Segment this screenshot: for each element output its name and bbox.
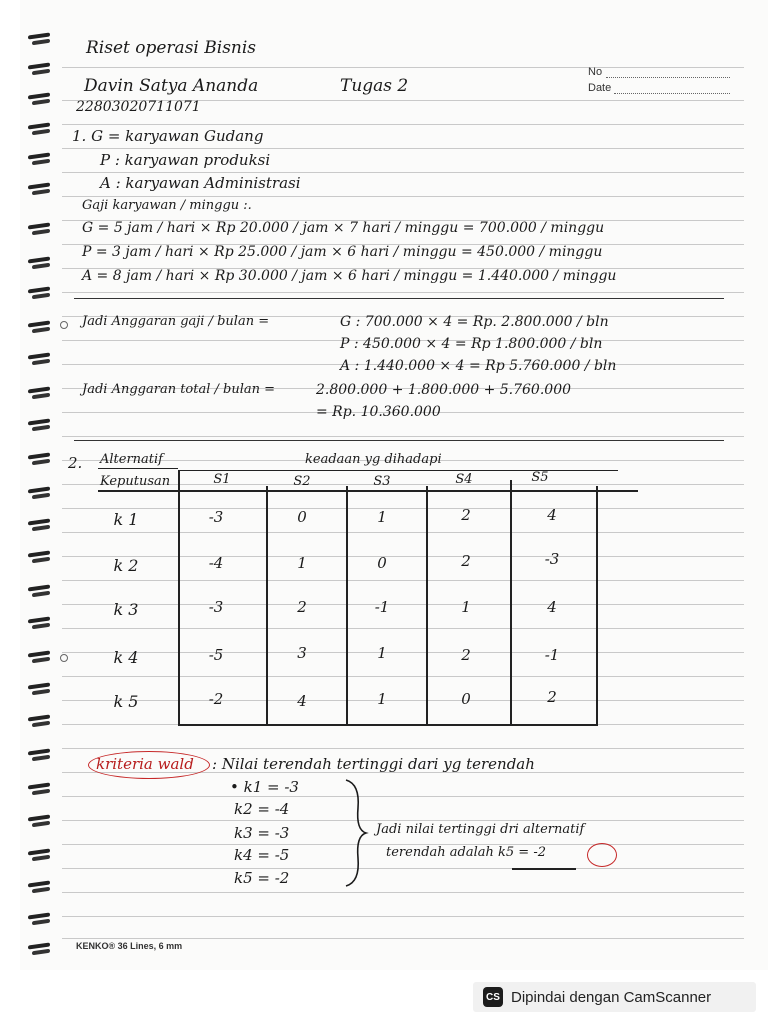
spiral-ring [28,224,50,235]
ruled-line [62,676,744,677]
page-title: Riset operasi Bisnis [86,38,257,58]
total-budget-sum: 2.800.000 + 1.800.000 + 5.760.000 [316,382,572,398]
table-line [346,486,348,726]
ruled-line [62,916,744,917]
alt-header-line2: Keputusan [100,474,171,489]
spiral-ring [28,914,50,925]
spiral-ring [28,750,50,761]
ruled-line [62,796,744,797]
table-line [178,724,598,726]
spiral-ring [28,288,50,299]
table-cell: 2 [461,506,471,524]
table-cell: 2 [461,552,471,570]
spiral-ring [28,258,50,269]
student-id: 22803020711071 [76,99,201,115]
min-value-line: k4 = -5 [234,846,290,864]
spiral-ring [28,488,50,499]
table-col-header: S2 [293,474,311,489]
spiral-ring [28,388,50,399]
table-cell: -4 [208,554,224,572]
table-cell: 1 [461,598,471,616]
spiral-ring [28,124,50,135]
spiral-ring [28,816,50,827]
spiral-ring [28,184,50,195]
table-col-header: S1 [213,472,231,487]
spiral-ring [28,64,50,75]
min-value-line: k5 = -2 [234,869,290,887]
spiral-ring [28,652,50,663]
definition-line: P : karyawan produksi [100,151,271,169]
table-line [510,480,512,726]
ruled-line [62,436,744,437]
brace-icon [344,778,370,888]
camscanner-logo-icon: CS [483,987,503,1007]
ruled-line [62,532,744,533]
table-col-header: S4 [455,472,473,487]
date-dotted-line [614,92,730,94]
spiral-ring [28,34,50,45]
section-number: 2. [68,454,83,472]
ruled-line [62,67,744,68]
answer-underline [512,868,576,870]
no-dotted-line [606,76,730,78]
alt-header-line1: Alternatif [100,452,163,467]
conclusion-line: terendah adalah k5 = -2 [386,845,546,860]
table-cell: -3 [544,550,560,568]
spiral-ring [28,322,50,333]
table-line [426,486,428,726]
ruled-line [62,892,744,893]
salary-line: P = 3 jam / hari × Rp 25.000 / jam × 6 hari / minggu = 450.000 / minggu [82,244,603,260]
table-cell: 3 [297,644,307,662]
table-cell: 2 [547,688,557,706]
spiral-ring [28,454,50,465]
assignment-label: Tugas 2 [340,76,409,96]
salary-heading: Gaji karyawan / minggu :. [82,198,252,213]
min-value-line: k2 = -4 [234,800,290,818]
monthly-line: P : 450.000 × 4 = Rp 1.800.000 / bln [340,336,603,352]
monthly-budget-label: Jadi Anggaran gaji / bulan = [82,314,270,329]
spiral-ring [28,552,50,563]
criteria-label: kriteria wald [96,755,194,773]
table-col-header: S5 [531,470,549,485]
date-label: Date [588,82,612,94]
section-divider [74,440,724,441]
table-cell: 4 [547,598,557,616]
definition-line: 1. G = karyawan Gudang [72,127,264,145]
states-header: keadaan yg dihadapi [305,452,442,467]
table-cell: 0 [461,690,471,708]
ruled-line [62,868,744,869]
table-cell: -1 [544,646,560,664]
ruled-line [62,580,744,581]
table-cell: 1 [377,508,387,526]
spiral-ring [28,420,50,431]
definition-line: A : karyawan Administrasi [100,174,301,192]
table-cell: 4 [547,506,557,524]
binder-hole [60,321,68,329]
total-budget-label: Jadi Anggaran total / bulan = [82,382,276,397]
spiral-ring [28,586,50,597]
table-cell: -2 [208,690,224,708]
ruled-line [62,172,744,173]
ruled-line [62,124,744,125]
table-line [266,486,268,726]
table-cell: -5 [208,646,224,664]
spiral-ring [28,850,50,861]
spiral-ring [28,154,50,165]
ruled-line [62,748,744,749]
table-row-label: k 3 [113,600,139,619]
table-cell: 0 [377,554,387,572]
table-row-label: k 2 [113,556,139,575]
table-cell: 1 [297,554,307,572]
ruled-line [62,196,744,197]
table-cell: -1 [374,598,390,616]
table-cell: 1 [377,690,387,708]
spiral-ring [28,882,50,893]
table-cell: 4 [297,692,307,710]
min-value-line: k3 = -3 [234,824,290,842]
ruled-line [62,148,744,149]
table-cell: 2 [297,598,307,616]
table-line [98,468,178,469]
table-col-header: S3 [373,474,391,489]
table-line [178,470,180,726]
spiral-ring [28,944,50,955]
total-budget-result: = Rp. 10.360.000 [316,404,441,420]
binder-hole [60,654,68,662]
salary-line: A = 8 jam / hari × Rp 30.000 / jam × 6 hari / minggu = 1.440.000 / minggu [82,268,617,284]
table-cell: 0 [297,508,307,526]
monthly-line: A : 1.440.000 × 4 = Rp 5.760.000 / bln [340,358,617,374]
ruled-line [62,820,744,821]
spiral-ring [28,354,50,365]
table-cell: -3 [208,598,224,616]
monthly-line: G : 700.000 × 4 = Rp. 2.800.000 / bln [340,314,609,330]
watermark-text: Dipindai dengan CamScanner [511,988,712,1006]
ruled-line [62,292,744,293]
spiral-ring [28,520,50,531]
table-row-label: k 4 [113,648,139,667]
table-cell: -3 [208,508,224,526]
conclusion-line: Jadi nilai tertinggi dri alternatif [376,822,585,837]
spiral-ring [28,684,50,695]
ruled-line [62,628,744,629]
no-label: No [588,66,603,78]
brand-label: KENKO® 36 Lines, 6 mm [76,941,183,951]
table-line [596,486,598,726]
table-cell: 1 [377,644,387,662]
ruled-line [62,938,744,939]
spiral-ring [28,618,50,629]
spiral-ring [28,784,50,795]
answer-circle [587,843,617,867]
spiral-ring [28,716,50,727]
spiral-ring [28,94,50,105]
camscanner-watermark [473,982,756,1012]
table-cell: 2 [461,646,471,664]
criteria-description: : Nilai terendah tertinggi dari yg terendah [212,755,535,773]
table-row-label: k 1 [113,510,139,529]
salary-line: G = 5 jam / hari × Rp 20.000 / jam × 7 hari / minggu = 700.000 / minggu [82,220,605,236]
table-row-label: k 5 [113,692,139,711]
min-value-line: • k1 = -3 [230,778,299,796]
section-divider [74,298,724,299]
student-name: Davin Satya Ananda [84,76,259,96]
